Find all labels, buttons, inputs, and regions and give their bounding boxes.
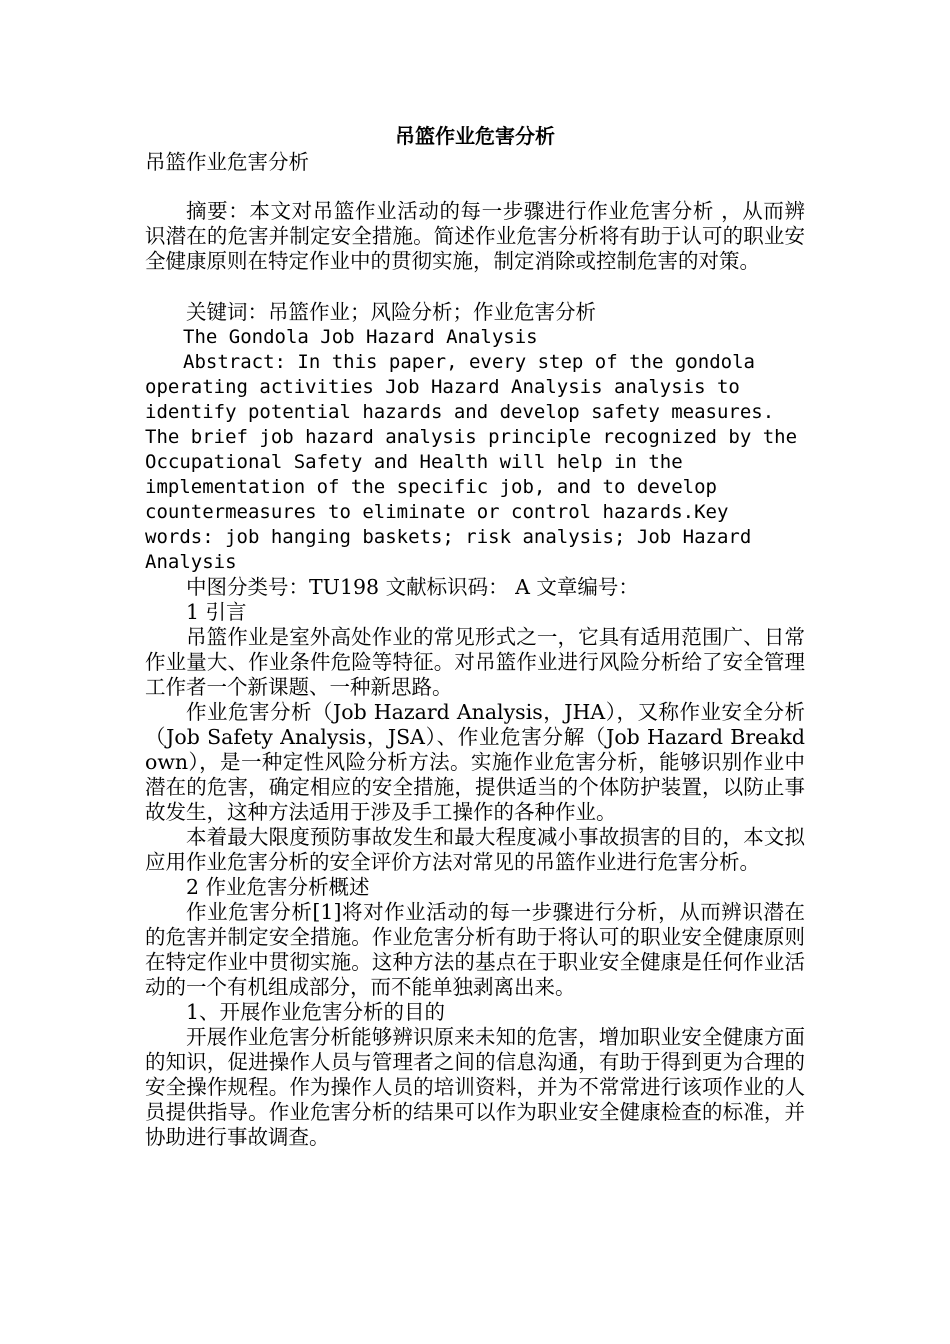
section-1-paragraph-2: 作业危害分析（Job Hazard Analysis，JHA），又称作业安全分析（Job Safety Analysis，JSA）、作业危害分解（Job Hazard Breakdown），是一种定性风险分析方法。实施作业危害分析，能够识别作业中潜在的危害，确定相应的安全措施，提供适当的个体防护装置，以防止事故发生，这种方法适用于涉及手工操作的各种作业。: [145, 700, 805, 824]
abstract-en: Abstract: In this paper, every step of the gondola operating activities Job Hazard Analysis analysis to identify potential hazards and develop safety measures. The brief job hazard analysis principle recognized by the Occupational Safety and Health will help in the implementation of the specific job, and to develop countermeasures to eliminate or control hazards.Key words: job hanging baskets; risk analysis; Job Hazard Analysis: [145, 351, 798, 573]
section-2-paragraph-1: 作业危害分析[1]将对作业活动的每一步骤进行分析，从而辨识潜在的危害并制定安全措施。作业危害分析有助于将认可的职业安全健康原则在特定作业中贯彻实施。这种方法的基点在于职业安全健康是任何作业活动的一个有机组成部分，而不能单独剥离出来。: [145, 900, 805, 999]
subsection-paragraph-1: 开展作业危害分析能够辨识原来未知的危害，增加职业安全健康方面的知识，促进操作人员与管理者之间的信息沟通，有助于得到更为合理的安全操作规程。作为操作人员的培训资料，并为不常常进行该项作业的人员提供指导。作业危害分析的结果可以作为职业安全健康检查的标准，并协助进行事故调查。: [145, 1025, 805, 1149]
section-1-paragraph-3: 本着最大限度预防事故发生和最大程度减小事故损害的目的，本文拟应用作业危害分析的安全评价方法对常见的吊篮作业进行危害分析。: [145, 825, 805, 874]
document-body: [145, 123, 805, 1150]
classification-line: 中图分类号：TU198 文献标识码： A 文章编号：: [186, 575, 639, 599]
abstract-cn: 摘要：本文对吊篮作业活动的每一步骤进行作业危害分析 ，从而辨识潜在的危害并制定安全措施。简述作业危害分析将有助于认可的职业安全健康原则在特定作业中的贯彻实施，制定消除或控制危害的对策。: [145, 199, 805, 273]
section-2-heading: 2 作业危害分析概述: [186, 875, 370, 899]
subsection-heading: 1、开展作业危害分析的目的: [186, 1000, 446, 1024]
document-subtitle: 吊篮作业危害分析: [145, 150, 309, 174]
english-title: The Gondola Job Hazard Analysis: [183, 326, 538, 348]
section-1-heading: 1 引言: [186, 600, 247, 624]
document-title: 吊篮作业危害分析: [395, 124, 555, 148]
keywords-cn: 关键词：吊篮作业；风险分析；作业危害分析: [186, 300, 596, 324]
section-1-paragraph-1: 吊篮作业是室外高处作业的常见形式之一，它具有适用范围广、日常作业量大、作业条件危险等特征。对吊篮作业进行风险分析给了安全管理工作者一个新课题、一种新思路。: [145, 625, 805, 699]
